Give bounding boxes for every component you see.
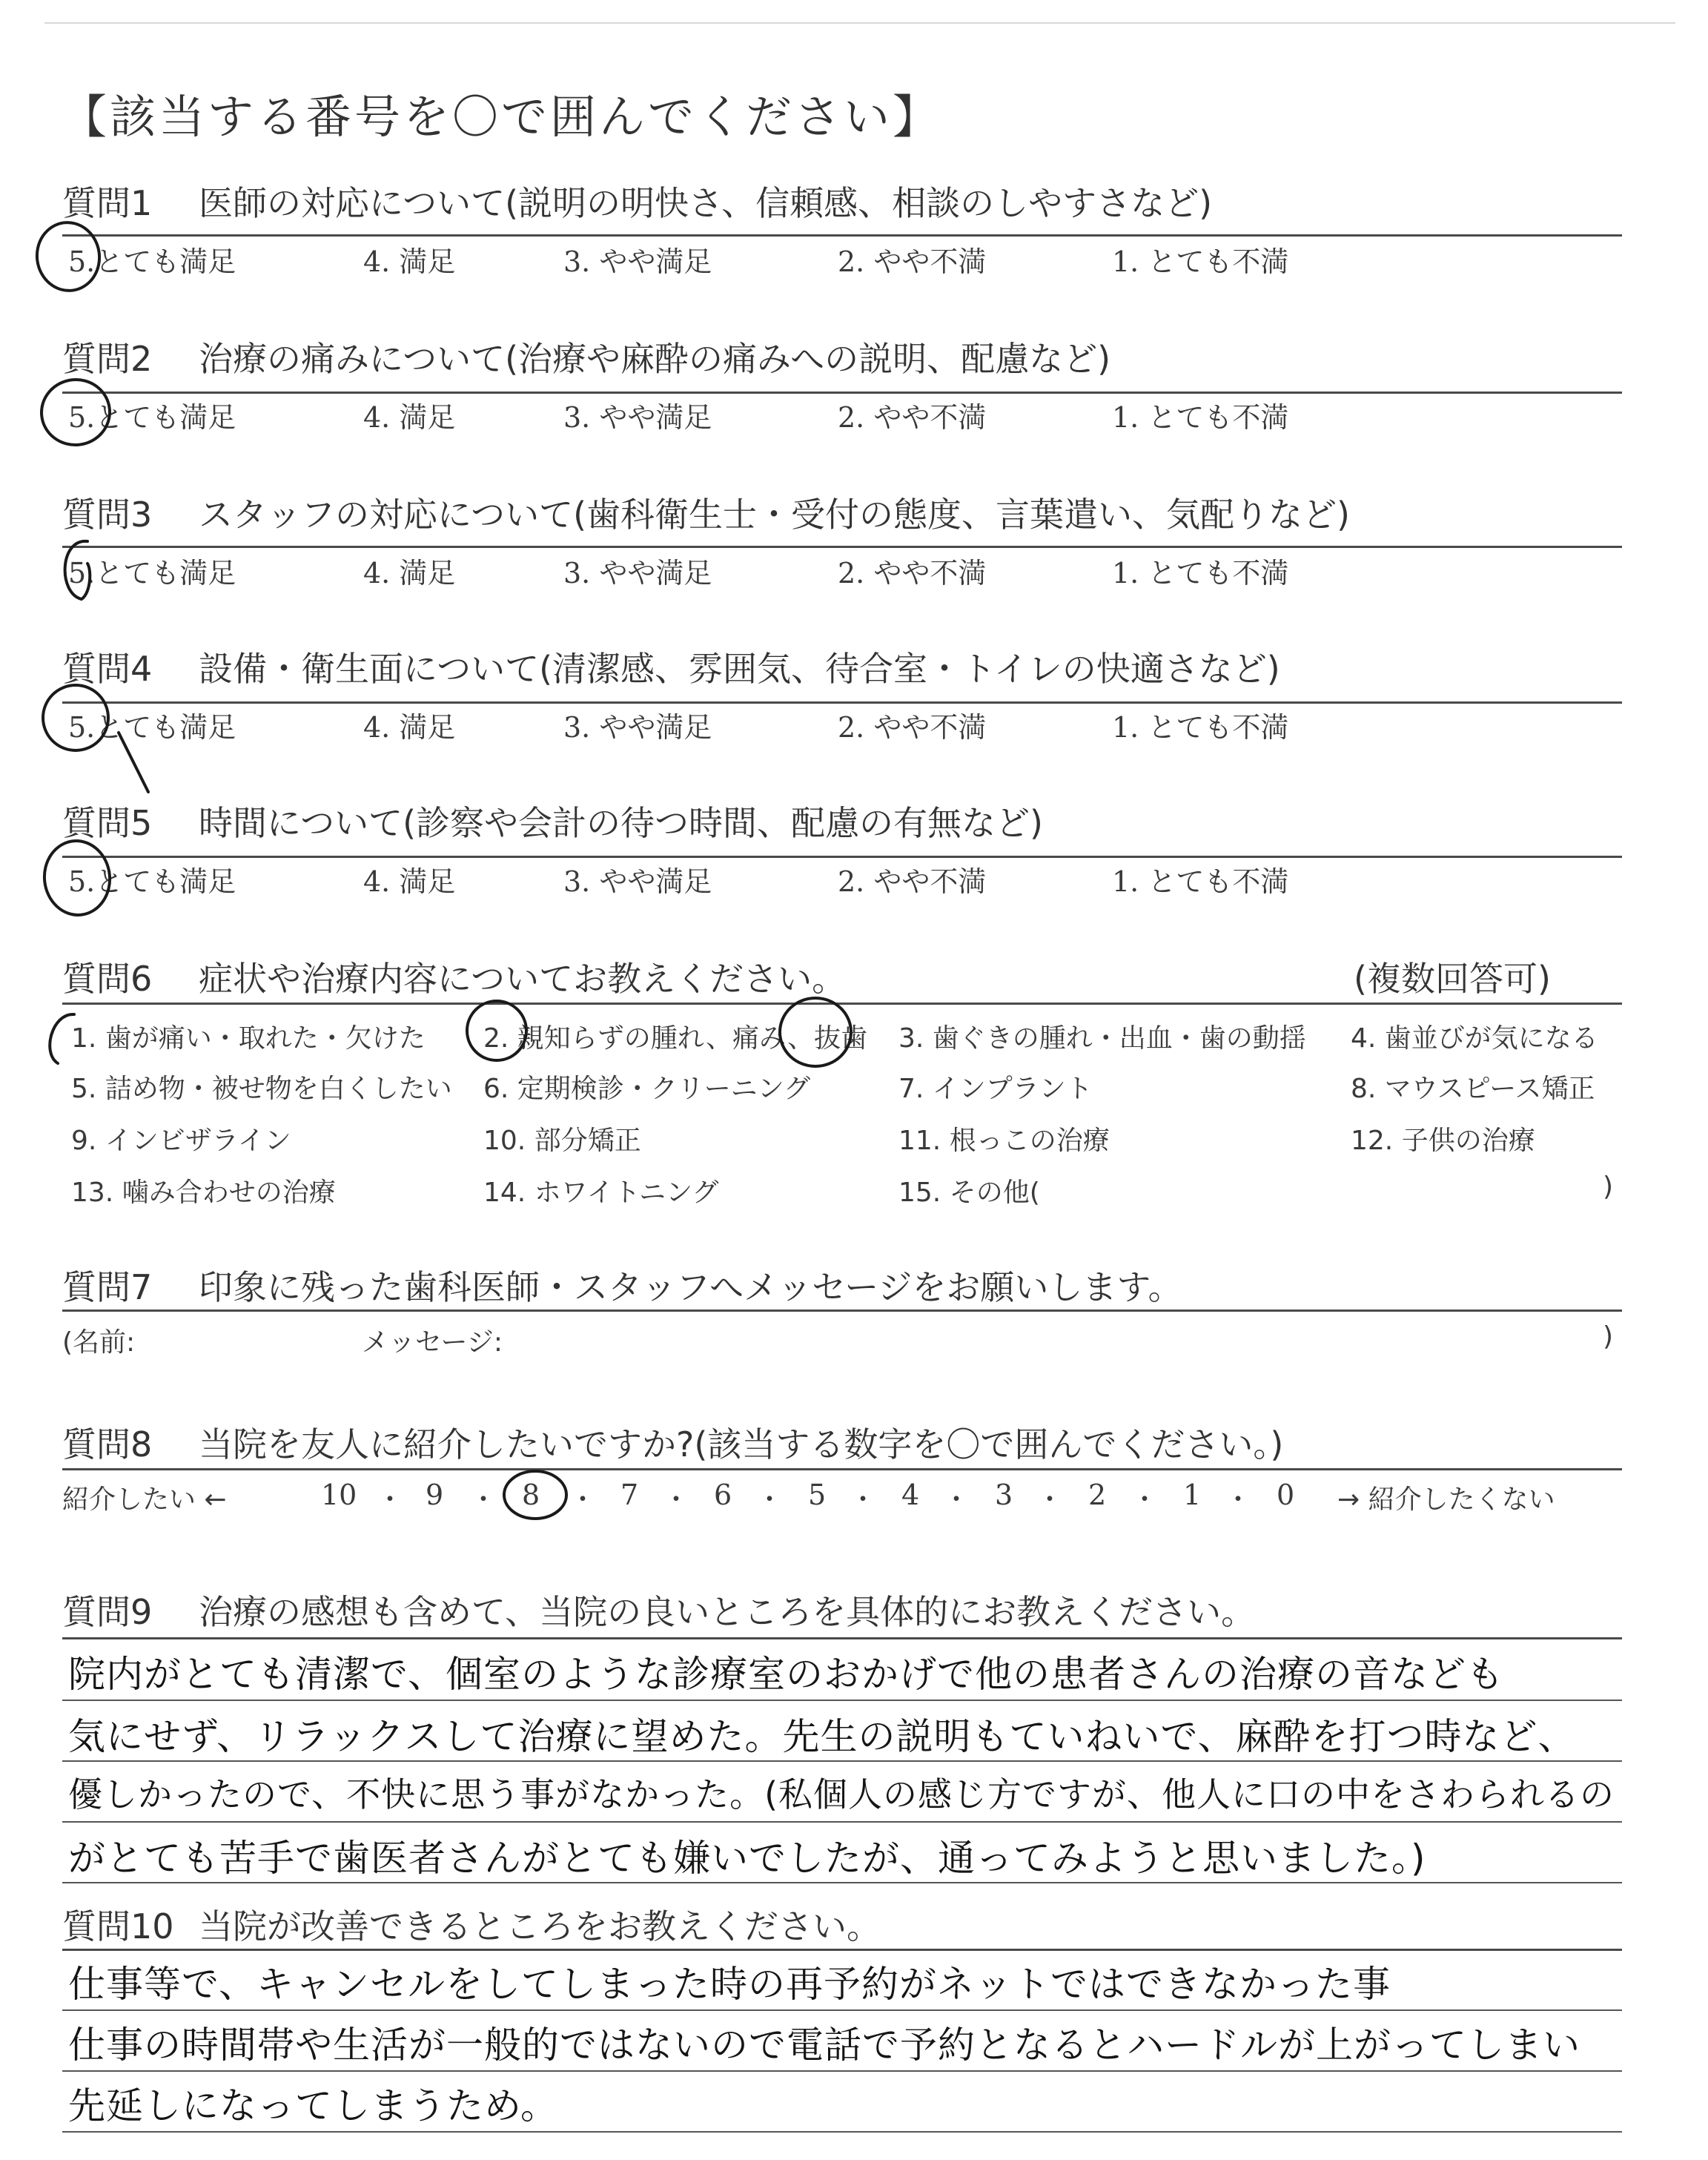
option-3[interactable]: 3. やや満足 — [563, 557, 712, 589]
option-5[interactable]: 5.とても満足 — [68, 401, 236, 434]
scale-dot: ・ — [569, 1484, 597, 1515]
symptom-item-1[interactable]: 1. 歯が痛い・取れた・欠けた — [71, 1023, 426, 1054]
option-5[interactable]: 5.とても満足 — [68, 711, 236, 744]
symptom-item-9[interactable]: 9. インビザライン — [71, 1126, 291, 1156]
multiple-answers-note: (複数回答可) — [1354, 959, 1551, 999]
scale-dot: ・ — [850, 1484, 877, 1515]
symptom-item-2[interactable]: 2. 親知らずの腫れ、痛み、抜歯 — [483, 1023, 868, 1054]
question-label: 質問2 — [62, 339, 153, 379]
symptom-item-8[interactable]: 8. マウスピース矯正 — [1351, 1074, 1595, 1104]
option-2[interactable]: 2. やや不満 — [838, 711, 987, 744]
circle-mark-q3 — [65, 541, 90, 599]
question-label: 質問9 — [62, 1592, 153, 1632]
scale-9[interactable]: 9 — [426, 1479, 444, 1511]
option-2[interactable]: 2. やや不満 — [838, 557, 987, 589]
other-close-paren: ) — [1603, 1172, 1614, 1202]
option-1[interactable]: 1. とても不満 — [1112, 557, 1289, 589]
symptom-item-10[interactable]: 10. 部分矯正 — [483, 1126, 641, 1156]
circle-mark-q6-2 — [467, 1001, 526, 1060]
scale-dot: ・ — [756, 1484, 784, 1515]
circle-mark-q4 — [43, 685, 108, 750]
scale-dot: ・ — [470, 1484, 497, 1515]
scale-dot: ・ — [377, 1484, 404, 1515]
option-4[interactable]: 4. 満足 — [363, 711, 456, 744]
circle-mark-q1 — [33, 219, 104, 295]
name-label: (名前: — [62, 1327, 136, 1358]
question-text: 治療の痛みについて(治療や麻酔の痛みへの説明、配慮など) — [199, 339, 1111, 379]
option-2[interactable]: 2. やや不満 — [838, 865, 987, 898]
symptom-item-4[interactable]: 4. 歯並びが気になる — [1351, 1023, 1598, 1054]
symptom-item-15[interactable]: 15. その他( — [898, 1178, 1040, 1208]
scale-10[interactable]: 10 — [321, 1479, 357, 1511]
question-label: 質問7 — [62, 1267, 153, 1307]
option-1[interactable]: 1. とても不満 — [1112, 711, 1289, 744]
circle-mark-q8 — [504, 1471, 566, 1519]
question-text: 設備・衛生面について(清潔感、雰囲気、待合室・トイレの快適さなど) — [199, 649, 1280, 689]
question-text: 症状や治療内容についてお教えください。 — [199, 959, 847, 999]
circle-mark-q6-extraction — [780, 998, 851, 1066]
question-text: スタッフの対応について(歯科衛生士・受付の態度、言葉遣い、気配りなど) — [199, 495, 1350, 535]
symptom-item-14[interactable]: 14. ホワイトニング — [483, 1178, 719, 1208]
scale-dot: ・ — [1225, 1484, 1252, 1515]
scale-dot: ・ — [1131, 1484, 1159, 1515]
option-4[interactable]: 4. 満足 — [363, 401, 456, 434]
answer-line: 優しかったので、不快に思う事がなかった。(私個人の感じ方ですが、他人に口の中をさわられるの — [68, 1774, 1615, 1814]
answer-line: 仕事等で、キャンセルをしてしまった時の再予約がネットではできなかった事 — [68, 1963, 1391, 2006]
scale-2[interactable]: 2 — [1088, 1479, 1107, 1511]
question-label: 質問5 — [62, 803, 153, 843]
question-text: 医師の対応について(説明の明快さ、信頼感、相談のしやすさなど) — [199, 183, 1213, 223]
scale-6[interactable]: 6 — [714, 1479, 732, 1511]
answer-line: がとても苦手で歯医者さんがとても嫌いでしたが、通ってみようと思いました。) — [68, 1837, 1426, 1880]
option-1[interactable]: 1. とても不満 — [1112, 245, 1289, 278]
question-text: 当院を友人に紹介したいですか?(該当する数字を〇で囲んでください。) — [199, 1424, 1284, 1464]
option-2[interactable]: 2. やや不満 — [838, 401, 987, 434]
message-close-paren: ) — [1603, 1321, 1614, 1352]
option-4[interactable]: 4. 満足 — [363, 865, 456, 898]
circle-mark-q5 — [41, 838, 113, 919]
scale-0[interactable]: 0 — [1277, 1479, 1295, 1511]
answer-line: 仕事の時間帯や生活が一般的ではないので電話で予約となるとハードルが上がってしまい — [68, 2024, 1580, 2067]
symptom-item-12[interactable]: 12. 子供の治療 — [1351, 1126, 1535, 1156]
question-label: 質問6 — [62, 959, 153, 999]
answer-line: 先延しになってしまうため。 — [68, 2084, 558, 2127]
scale-5[interactable]: 5 — [808, 1479, 827, 1511]
symptom-item-5[interactable]: 5. 詰め物・被せ物を白くしたい — [71, 1074, 452, 1104]
question-label: 質問3 — [62, 495, 153, 535]
circle-mark-q4-tail — [119, 733, 148, 792]
question-text: 印象に残った歯科医師・スタッフへメッセージをお願いします。 — [199, 1267, 1182, 1307]
answer-line: 院内がとても清潔で、個室のような診療室のおかげで他の患者さんの治療の音なども — [68, 1653, 1504, 1696]
symptom-item-3[interactable]: 3. 歯ぐきの腫れ・出血・歯の動揺 — [898, 1023, 1306, 1054]
scale-1[interactable]: 1 — [1183, 1479, 1202, 1511]
option-3[interactable]: 3. やや満足 — [563, 401, 712, 434]
circle-mark-q2 — [39, 376, 113, 448]
option-1[interactable]: 1. とても不満 — [1112, 401, 1289, 434]
question-label: 質問10 — [62, 1906, 174, 1946]
symptom-item-7[interactable]: 7. インプラント — [898, 1074, 1093, 1104]
option-2[interactable]: 2. やや不満 — [838, 245, 987, 278]
scale-dot: ・ — [1036, 1484, 1064, 1515]
question-label: 質問1 — [62, 183, 153, 223]
option-5[interactable]: 5.とても満足 — [68, 865, 236, 898]
recommend-left-label: 紹介したい ← — [62, 1484, 227, 1515]
message-label: メッセージ: — [362, 1327, 503, 1358]
option-5[interactable]: 5.とても満足 — [68, 245, 236, 278]
option-4[interactable]: 4. 満足 — [363, 245, 456, 278]
option-4[interactable]: 4. 満足 — [363, 557, 456, 589]
scale-8[interactable]: 8 — [522, 1479, 540, 1511]
option-3[interactable]: 3. やや満足 — [563, 245, 712, 278]
question-label: 質問8 — [62, 1424, 153, 1464]
question-text: 時間について(診察や会計の待つ時間、配慮の有無など) — [199, 803, 1043, 843]
option-5[interactable]: 5.とても満足 — [68, 557, 236, 589]
question-label: 質問4 — [62, 649, 153, 689]
scale-4[interactable]: 4 — [901, 1479, 920, 1511]
recommend-right-label: → 紹介したくない — [1337, 1484, 1555, 1515]
option-3[interactable]: 3. やや満足 — [563, 865, 712, 898]
question-text: 当院が改善できるところをお教えください。 — [199, 1906, 881, 1946]
symptom-item-6[interactable]: 6. 定期検診・クリーニング — [483, 1074, 811, 1104]
scale-dot: ・ — [663, 1484, 690, 1515]
question-text: 治療の感想も含めて、当院の良いところを具体的にお教えください。 — [199, 1592, 1256, 1632]
answer-line: 気にせず、リラックスして治療に望めた。先生の説明もていねいで、麻酔を打つ時など、 — [68, 1715, 1576, 1758]
symptom-item-13[interactable]: 13. 噛み合わせの治療 — [71, 1178, 336, 1208]
option-1[interactable]: 1. とても不満 — [1112, 865, 1289, 898]
scale-7[interactable]: 7 — [620, 1479, 639, 1511]
circle-mark-q6-1 — [50, 1014, 74, 1063]
scale-3[interactable]: 3 — [995, 1479, 1013, 1511]
option-3[interactable]: 3. やや満足 — [563, 711, 712, 744]
scale-dot: ・ — [943, 1484, 970, 1515]
symptom-item-11[interactable]: 11. 根っこの治療 — [898, 1126, 1110, 1156]
page-title: 【該当する番号を〇で囲んでください】 — [61, 90, 942, 144]
